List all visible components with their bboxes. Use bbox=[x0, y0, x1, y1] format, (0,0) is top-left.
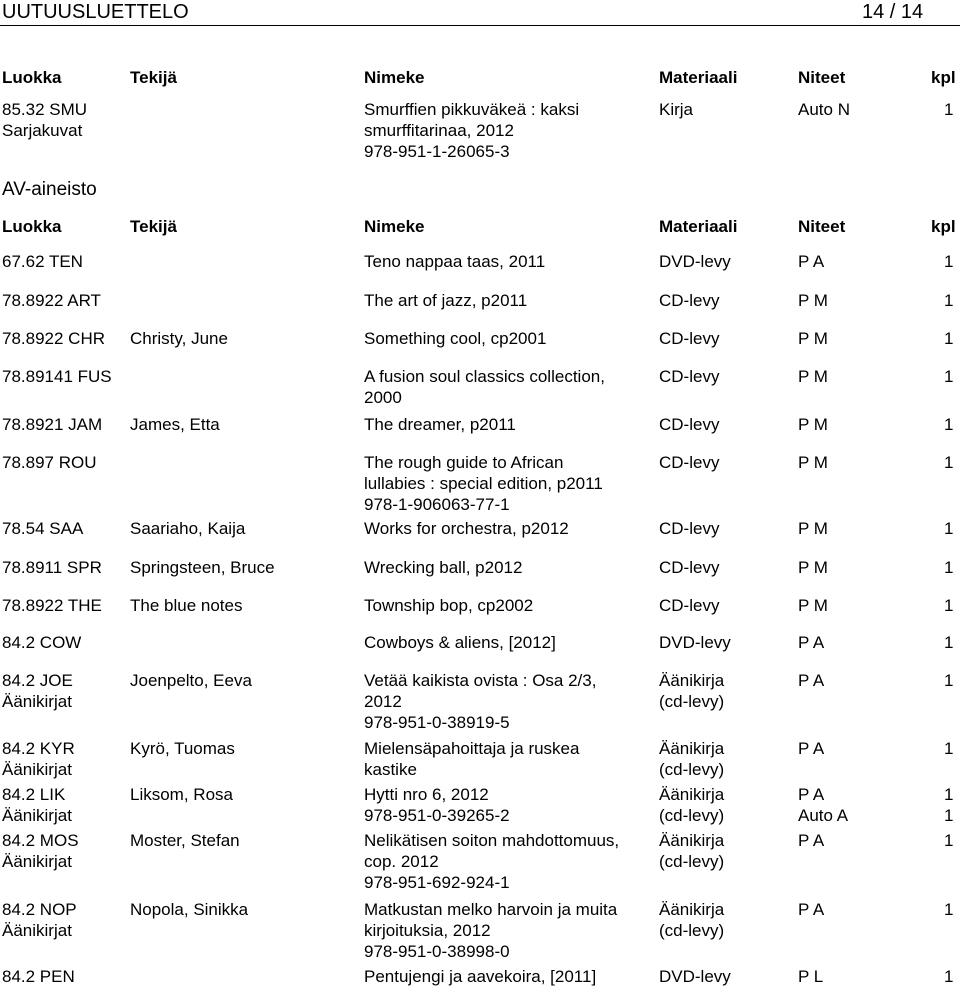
cell-line: 84.2 LIK bbox=[2, 785, 66, 804]
cell-nimeke bbox=[364, 328, 546, 349]
cell-niteet bbox=[798, 414, 828, 435]
cell-tekija bbox=[130, 328, 228, 349]
cell-line: Smurffien pikkuväkeä : kaksi bbox=[364, 100, 580, 119]
cell-line: P M bbox=[798, 519, 828, 538]
col-tekija: Tekijä bbox=[130, 68, 177, 87]
col-nimeke: Nimeke bbox=[364, 68, 425, 87]
cell-line: 84.2 PEN bbox=[2, 967, 75, 986]
cell-line: Kyrö, Tuomas bbox=[130, 739, 235, 758]
cell-niteet bbox=[798, 830, 824, 851]
cell-line: Auto N bbox=[798, 100, 850, 119]
cell-nimeke bbox=[364, 518, 569, 539]
cell-nimeke bbox=[364, 251, 545, 272]
cell-line: 78.8922 THE bbox=[2, 596, 102, 615]
cell-line: Something cool, cp2001 bbox=[364, 329, 547, 348]
cell-tekija bbox=[130, 738, 235, 759]
cell-materiaali bbox=[659, 99, 693, 120]
cell-line: (cd-levy) bbox=[659, 806, 725, 825]
cell-kpl bbox=[944, 830, 953, 851]
cell-line: Mielensäpahoittaja ja ruskea bbox=[364, 739, 580, 758]
cell-materiaali bbox=[659, 632, 731, 653]
cell-line: P A bbox=[798, 831, 825, 850]
cell-line: 1 bbox=[944, 252, 954, 271]
col-nimeke: Nimeke bbox=[364, 217, 425, 236]
cell-kpl bbox=[944, 251, 953, 272]
cell-line: Pentujengi ja aavekoira, [2011] bbox=[364, 967, 597, 986]
cell-line: The dreamer, p2011 bbox=[364, 415, 516, 434]
cell-materiaali bbox=[659, 452, 719, 473]
cell-materiaali bbox=[659, 414, 719, 435]
cell-nimeke bbox=[364, 414, 516, 435]
cell-line: P A bbox=[798, 252, 825, 271]
cell-line: P A bbox=[798, 633, 825, 652]
cell-luokka bbox=[2, 595, 102, 616]
cell-luokka bbox=[2, 738, 75, 780]
cell-line: smurffitarinaa, 2012 bbox=[364, 121, 514, 140]
cell-tekija bbox=[130, 830, 240, 851]
cell-line: lullabies : special edition, p2011 bbox=[364, 474, 603, 493]
cell-line: The art of jazz, p2011 bbox=[364, 291, 528, 310]
cell-line: 2000 bbox=[364, 388, 402, 407]
cell-line: 1 bbox=[944, 558, 954, 577]
cell-line: 1 bbox=[944, 831, 954, 850]
cell-nimeke bbox=[364, 557, 522, 578]
cell-line: Cowboys & aliens, [2012] bbox=[364, 633, 556, 652]
cell-line: 978-951-692-924-1 bbox=[364, 873, 510, 892]
col-niteet: Niteet bbox=[798, 217, 846, 236]
cell-nimeke bbox=[364, 366, 605, 408]
cell-line: Moster, Stefan bbox=[130, 831, 240, 850]
cell-kpl bbox=[944, 632, 953, 653]
col-luokka: Luokka bbox=[2, 217, 62, 236]
cell-materiaali bbox=[659, 830, 724, 872]
cell-luokka bbox=[2, 290, 101, 311]
cell-nimeke bbox=[364, 899, 617, 962]
cell-line: Äänikirja bbox=[659, 900, 725, 919]
cell-materiaali bbox=[659, 595, 719, 616]
cell-line: CD-levy bbox=[659, 519, 720, 538]
cell-line: P A bbox=[798, 785, 825, 804]
cell-line: P L bbox=[798, 967, 824, 986]
cell-luokka bbox=[2, 830, 79, 872]
cell-luokka bbox=[2, 784, 72, 826]
cell-materiaali bbox=[659, 290, 719, 311]
cell-tekija bbox=[130, 518, 245, 539]
cell-line: 978-951-1-26065-3 bbox=[364, 142, 510, 161]
cell-niteet bbox=[798, 557, 828, 578]
cell-line: P M bbox=[798, 453, 828, 472]
cell-line: 978-951-0-38919-5 bbox=[364, 713, 510, 732]
cell-line: P A bbox=[798, 671, 825, 690]
cell-kpl bbox=[944, 557, 953, 578]
cell-luokka bbox=[2, 670, 73, 712]
cell-niteet bbox=[798, 738, 824, 759]
cell-line: P M bbox=[798, 329, 828, 348]
cell-nimeke bbox=[364, 632, 556, 653]
cell-niteet bbox=[798, 452, 828, 473]
cell-line: 1 bbox=[944, 519, 954, 538]
cell-kpl bbox=[944, 670, 953, 691]
cell-niteet bbox=[798, 670, 824, 691]
cell-line: 2012 bbox=[364, 692, 402, 711]
col-tekija: Tekijä bbox=[130, 217, 177, 236]
cell-line: CD-levy bbox=[659, 558, 720, 577]
cell-line: Äänikirjat bbox=[2, 692, 72, 711]
col-materiaali: Materiaali bbox=[659, 217, 738, 236]
cell-niteet bbox=[798, 632, 824, 653]
cell-line: Äänikirja bbox=[659, 671, 725, 690]
cell-nimeke bbox=[364, 784, 510, 826]
cell-line: 85.32 SMU bbox=[2, 100, 88, 119]
document-title: UUTUUSLUETTELO bbox=[2, 1, 189, 23]
cell-line: P M bbox=[798, 291, 828, 310]
cell-line: CD-levy bbox=[659, 453, 720, 472]
column-header-books bbox=[0, 67, 960, 89]
cell-line: Joenpelto, Eeva bbox=[130, 671, 252, 690]
cell-line: Christy, June bbox=[130, 329, 228, 348]
cell-niteet bbox=[798, 99, 850, 120]
cell-kpl bbox=[944, 899, 953, 920]
cell-line: P A bbox=[798, 739, 825, 758]
cell-luokka bbox=[2, 452, 97, 473]
cell-line: Matkustan melko harvoin ja muita bbox=[364, 900, 618, 919]
cell-line: 1 bbox=[944, 596, 954, 615]
page-header bbox=[0, 0, 960, 24]
cell-line: P A bbox=[798, 900, 825, 919]
cell-line: Township bop, cp2002 bbox=[364, 596, 534, 615]
cell-line: 1 bbox=[944, 739, 954, 758]
cell-line: kastike bbox=[364, 760, 417, 779]
cell-line: (cd-levy) bbox=[659, 921, 725, 940]
cell-line: 1 bbox=[944, 100, 954, 119]
cell-line: (cd-levy) bbox=[659, 852, 725, 871]
cell-line: 1 bbox=[944, 967, 954, 986]
cell-line: Äänikirja bbox=[659, 831, 725, 850]
cell-line: DVD-levy bbox=[659, 633, 731, 652]
cell-luokka bbox=[2, 632, 81, 653]
cell-tekija bbox=[130, 414, 220, 435]
cell-line: (cd-levy) bbox=[659, 692, 725, 711]
cell-materiaali bbox=[659, 251, 731, 272]
cell-kpl bbox=[944, 290, 953, 311]
cell-line: 78.897 ROU bbox=[2, 453, 97, 472]
cell-niteet bbox=[798, 290, 828, 311]
cell-line: CD-levy bbox=[659, 291, 720, 310]
cell-line: 1 bbox=[944, 291, 954, 310]
cell-line: CD-levy bbox=[659, 329, 720, 348]
cell-kpl bbox=[944, 99, 953, 120]
cell-line: 78.89141 FUS bbox=[2, 367, 112, 386]
cell-niteet bbox=[798, 595, 828, 616]
cell-line: 978-951-0-38998-0 bbox=[364, 942, 510, 961]
page-number: 14 / 14 bbox=[862, 1, 924, 23]
cell-luokka bbox=[2, 366, 112, 387]
cell-line: The rough guide to African bbox=[364, 453, 564, 472]
cell-luokka bbox=[2, 99, 87, 141]
cell-line: 84.2 COW bbox=[2, 633, 82, 652]
cell-line: 78.8921 JAM bbox=[2, 415, 103, 434]
cell-line: Nelikätisen soiton mahdottomuus, bbox=[364, 831, 620, 850]
cell-tekija bbox=[130, 784, 233, 805]
cell-tekija bbox=[130, 670, 252, 691]
cell-niteet bbox=[798, 784, 848, 826]
cell-line: CD-levy bbox=[659, 596, 720, 615]
cell-materiaali bbox=[659, 518, 719, 539]
cell-line: 84.2 KYR bbox=[2, 739, 75, 758]
col-kpl: kpl bbox=[931, 217, 956, 236]
cell-niteet bbox=[798, 328, 828, 349]
cell-line: Vetää kaikista ovista : Osa 2/3, bbox=[364, 671, 597, 690]
cell-luokka bbox=[2, 899, 77, 941]
cell-kpl bbox=[944, 784, 953, 826]
cell-line: 78.8922 ART bbox=[2, 291, 101, 310]
cell-kpl bbox=[944, 414, 953, 435]
cell-niteet bbox=[798, 366, 828, 387]
cell-luokka bbox=[2, 251, 83, 272]
cell-niteet bbox=[798, 251, 824, 272]
cell-line: DVD-levy bbox=[659, 967, 731, 986]
cell-kpl bbox=[944, 595, 953, 616]
cell-nimeke bbox=[364, 670, 596, 733]
cell-line: Äänikirjat bbox=[2, 921, 72, 940]
cell-line: 1 bbox=[944, 415, 954, 434]
cell-line: Kirja bbox=[659, 100, 694, 119]
cell-line: 978-951-0-39265-2 bbox=[364, 806, 510, 825]
cell-materiaali bbox=[659, 670, 724, 712]
cell-nimeke bbox=[364, 99, 579, 162]
cell-tekija bbox=[130, 595, 242, 616]
cell-nimeke bbox=[364, 452, 603, 515]
cell-line: A fusion soul classics collection, bbox=[364, 367, 605, 386]
cell-line: Äänikirja bbox=[659, 785, 725, 804]
cell-line: 78.8911 SPR bbox=[2, 558, 102, 577]
cell-line: Springsteen, Bruce bbox=[130, 558, 275, 577]
cell-line: Äänikirjat bbox=[2, 852, 72, 871]
cell-line: 1 bbox=[944, 671, 954, 690]
cell-line: 78.8922 CHR bbox=[2, 329, 106, 348]
cell-line: (cd-levy) bbox=[659, 760, 725, 779]
cell-line: 1 bbox=[944, 329, 954, 348]
cell-line: Works for orchestra, p2012 bbox=[364, 519, 569, 538]
cell-line: 78.54 SAA bbox=[2, 519, 84, 538]
col-materiaali: Materiaali bbox=[659, 68, 738, 87]
cell-line: P M bbox=[798, 558, 828, 577]
cell-line: 67.62 TEN bbox=[2, 252, 83, 271]
cell-line: Äänikirja bbox=[659, 739, 725, 758]
cell-line: Auto A bbox=[798, 806, 849, 825]
cell-line: Sarjakuvat bbox=[2, 121, 83, 140]
cell-materiaali bbox=[659, 899, 724, 941]
cell-materiaali bbox=[659, 328, 719, 349]
cell-nimeke bbox=[364, 738, 579, 780]
cell-materiaali bbox=[659, 557, 719, 578]
cell-line: 1 bbox=[944, 785, 954, 804]
col-luokka: Luokka bbox=[2, 68, 62, 87]
cell-line: Wrecking ball, p2012 bbox=[364, 558, 523, 577]
cell-line: cop. 2012 bbox=[364, 852, 439, 871]
cell-nimeke bbox=[364, 595, 533, 616]
cell-line: Äänikirjat bbox=[2, 760, 72, 779]
cell-materiaali bbox=[659, 366, 719, 387]
cell-tekija bbox=[130, 899, 248, 920]
cell-line: Nopola, Sinikka bbox=[130, 900, 249, 919]
cell-line: CD-levy bbox=[659, 367, 720, 386]
cell-nimeke bbox=[364, 290, 527, 311]
cell-line: James, Etta bbox=[130, 415, 220, 434]
cell-luokka bbox=[2, 518, 83, 539]
cell-line: Teno nappaa taas, 2011 bbox=[364, 252, 546, 271]
cell-line: 84.2 JOE bbox=[2, 671, 73, 690]
section-title-av: AV-aineisto bbox=[2, 179, 97, 200]
cell-line: 1 bbox=[944, 453, 954, 472]
cell-line: Saariaho, Kaija bbox=[130, 519, 246, 538]
cell-line: DVD-levy bbox=[659, 252, 731, 271]
cell-line: 84.2 NOP bbox=[2, 900, 77, 919]
cell-kpl bbox=[944, 738, 953, 759]
cell-niteet bbox=[798, 518, 828, 539]
cell-materiaali bbox=[659, 784, 724, 826]
cell-line: 84.2 MOS bbox=[2, 831, 79, 850]
cell-nimeke bbox=[364, 830, 619, 893]
cell-kpl bbox=[944, 518, 953, 539]
cell-line: P M bbox=[798, 596, 828, 615]
cell-line: Hytti nro 6, 2012 bbox=[364, 785, 489, 804]
cell-line: kirjoituksia, 2012 bbox=[364, 921, 491, 940]
cell-niteet bbox=[798, 899, 824, 920]
cell-line: CD-levy bbox=[659, 415, 720, 434]
header-rule bbox=[0, 25, 960, 26]
cell-tekija bbox=[130, 557, 275, 578]
col-niteet: Niteet bbox=[798, 68, 846, 87]
cell-line: Äänikirjat bbox=[2, 806, 72, 825]
cell-line: The blue notes bbox=[130, 596, 243, 615]
cell-line: P M bbox=[798, 367, 828, 386]
cell-materiaali bbox=[659, 738, 724, 780]
cell-line: 1 bbox=[944, 900, 954, 919]
cell-line: 1 bbox=[944, 367, 954, 386]
cell-luokka bbox=[2, 414, 102, 435]
cell-line: 978-1-906063-77-1 bbox=[364, 495, 510, 514]
cell-kpl bbox=[944, 366, 953, 387]
cell-line: 1 bbox=[944, 633, 954, 652]
cell-luokka bbox=[2, 557, 102, 578]
col-kpl: kpl bbox=[931, 68, 956, 87]
cell-kpl bbox=[944, 328, 953, 349]
cell-kpl bbox=[944, 452, 953, 473]
cell-luokka bbox=[2, 328, 105, 349]
cell-line: 1 bbox=[944, 806, 954, 825]
cell-line: P M bbox=[798, 415, 828, 434]
column-header-av bbox=[0, 216, 960, 238]
cell-line: Liksom, Rosa bbox=[130, 785, 233, 804]
